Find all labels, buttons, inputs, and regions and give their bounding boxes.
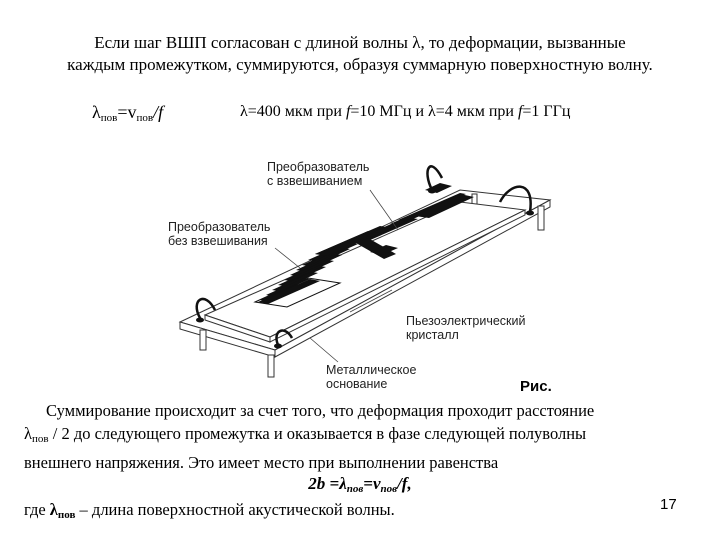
label-weighted-line2: с взвешиванием xyxy=(267,174,363,188)
label-unweighted-line1: Преобразователь xyxy=(168,220,271,234)
example-text-c: =1 ГГц xyxy=(522,103,571,120)
label-unweighted-line2: без взвешивания xyxy=(168,234,268,248)
intro-line-2: каждым промежутком, суммируются, образуя суммарную поверхностную волну. xyxy=(67,55,653,74)
body-paragraph xyxy=(24,399,684,474)
label-base-line1: Металлическое xyxy=(326,363,417,377)
label-base-line2: основание xyxy=(326,377,388,391)
label-piezo-crystal xyxy=(406,314,525,342)
example-text-b: =10 МГц и λ=4 мкм при xyxy=(350,103,518,120)
example-f1: f xyxy=(345,103,351,120)
definition-line xyxy=(24,500,395,521)
subscript-pov: пов xyxy=(346,483,364,495)
equality-equation xyxy=(0,474,720,495)
lambda-symbol: λ xyxy=(24,424,33,443)
saw-device-figure xyxy=(160,150,600,400)
subscript-pov: пов xyxy=(380,483,398,495)
example-f2: f xyxy=(517,103,523,120)
body-line-2-text: / 2 до следующего промежутка и оказывается в фазе следующей полуволны xyxy=(48,424,587,443)
lambda-symbol: λ xyxy=(339,474,347,493)
body-line-1: Суммирование происходит за счет того, что деформация проходит расстояние xyxy=(46,401,595,420)
where-post: – длина поверхностной акустической волны. xyxy=(75,500,395,519)
intro-line-1: Если шаг ВШП согласован с длиной волны λ, то деформации, вызванные xyxy=(94,33,626,52)
formula-tail: /f xyxy=(153,102,164,122)
eq-mid: =v xyxy=(363,474,381,493)
subscript-pov: пов xyxy=(32,433,49,445)
wavelength-formula xyxy=(92,102,163,124)
label-crystal-line1: Пьезоэлектрический xyxy=(406,314,526,328)
subscript-pov: пов xyxy=(136,112,154,124)
intro-paragraph xyxy=(0,32,720,76)
eq-lhs: 2b = xyxy=(308,474,340,493)
example-text-a: λ=400 мкм при xyxy=(240,103,346,120)
formula-eq: =v xyxy=(117,102,137,122)
subscript-pov: пов xyxy=(57,509,76,521)
where-pre: где xyxy=(24,500,50,519)
label-weighted-line1: Преобразователь xyxy=(267,160,370,174)
label-weighted-transducer xyxy=(267,160,369,188)
body-line-3: внешнего напряжения. Это имеет место при выполнении равенства xyxy=(24,453,499,472)
lambda-symbol: λ xyxy=(49,500,58,519)
label-unweighted-transducer xyxy=(168,220,270,248)
eq-tail: /f, xyxy=(397,474,412,493)
label-metal-base xyxy=(326,363,416,391)
page-number: 17 xyxy=(660,496,677,513)
subscript-pov: пов xyxy=(100,112,118,124)
figure-caption: Рис. xyxy=(520,378,552,395)
label-crystal-line2: кристалл xyxy=(406,328,459,342)
lambda-symbol: λ xyxy=(92,102,101,122)
wavelength-examples xyxy=(240,103,571,121)
body-line-2 xyxy=(24,422,684,451)
